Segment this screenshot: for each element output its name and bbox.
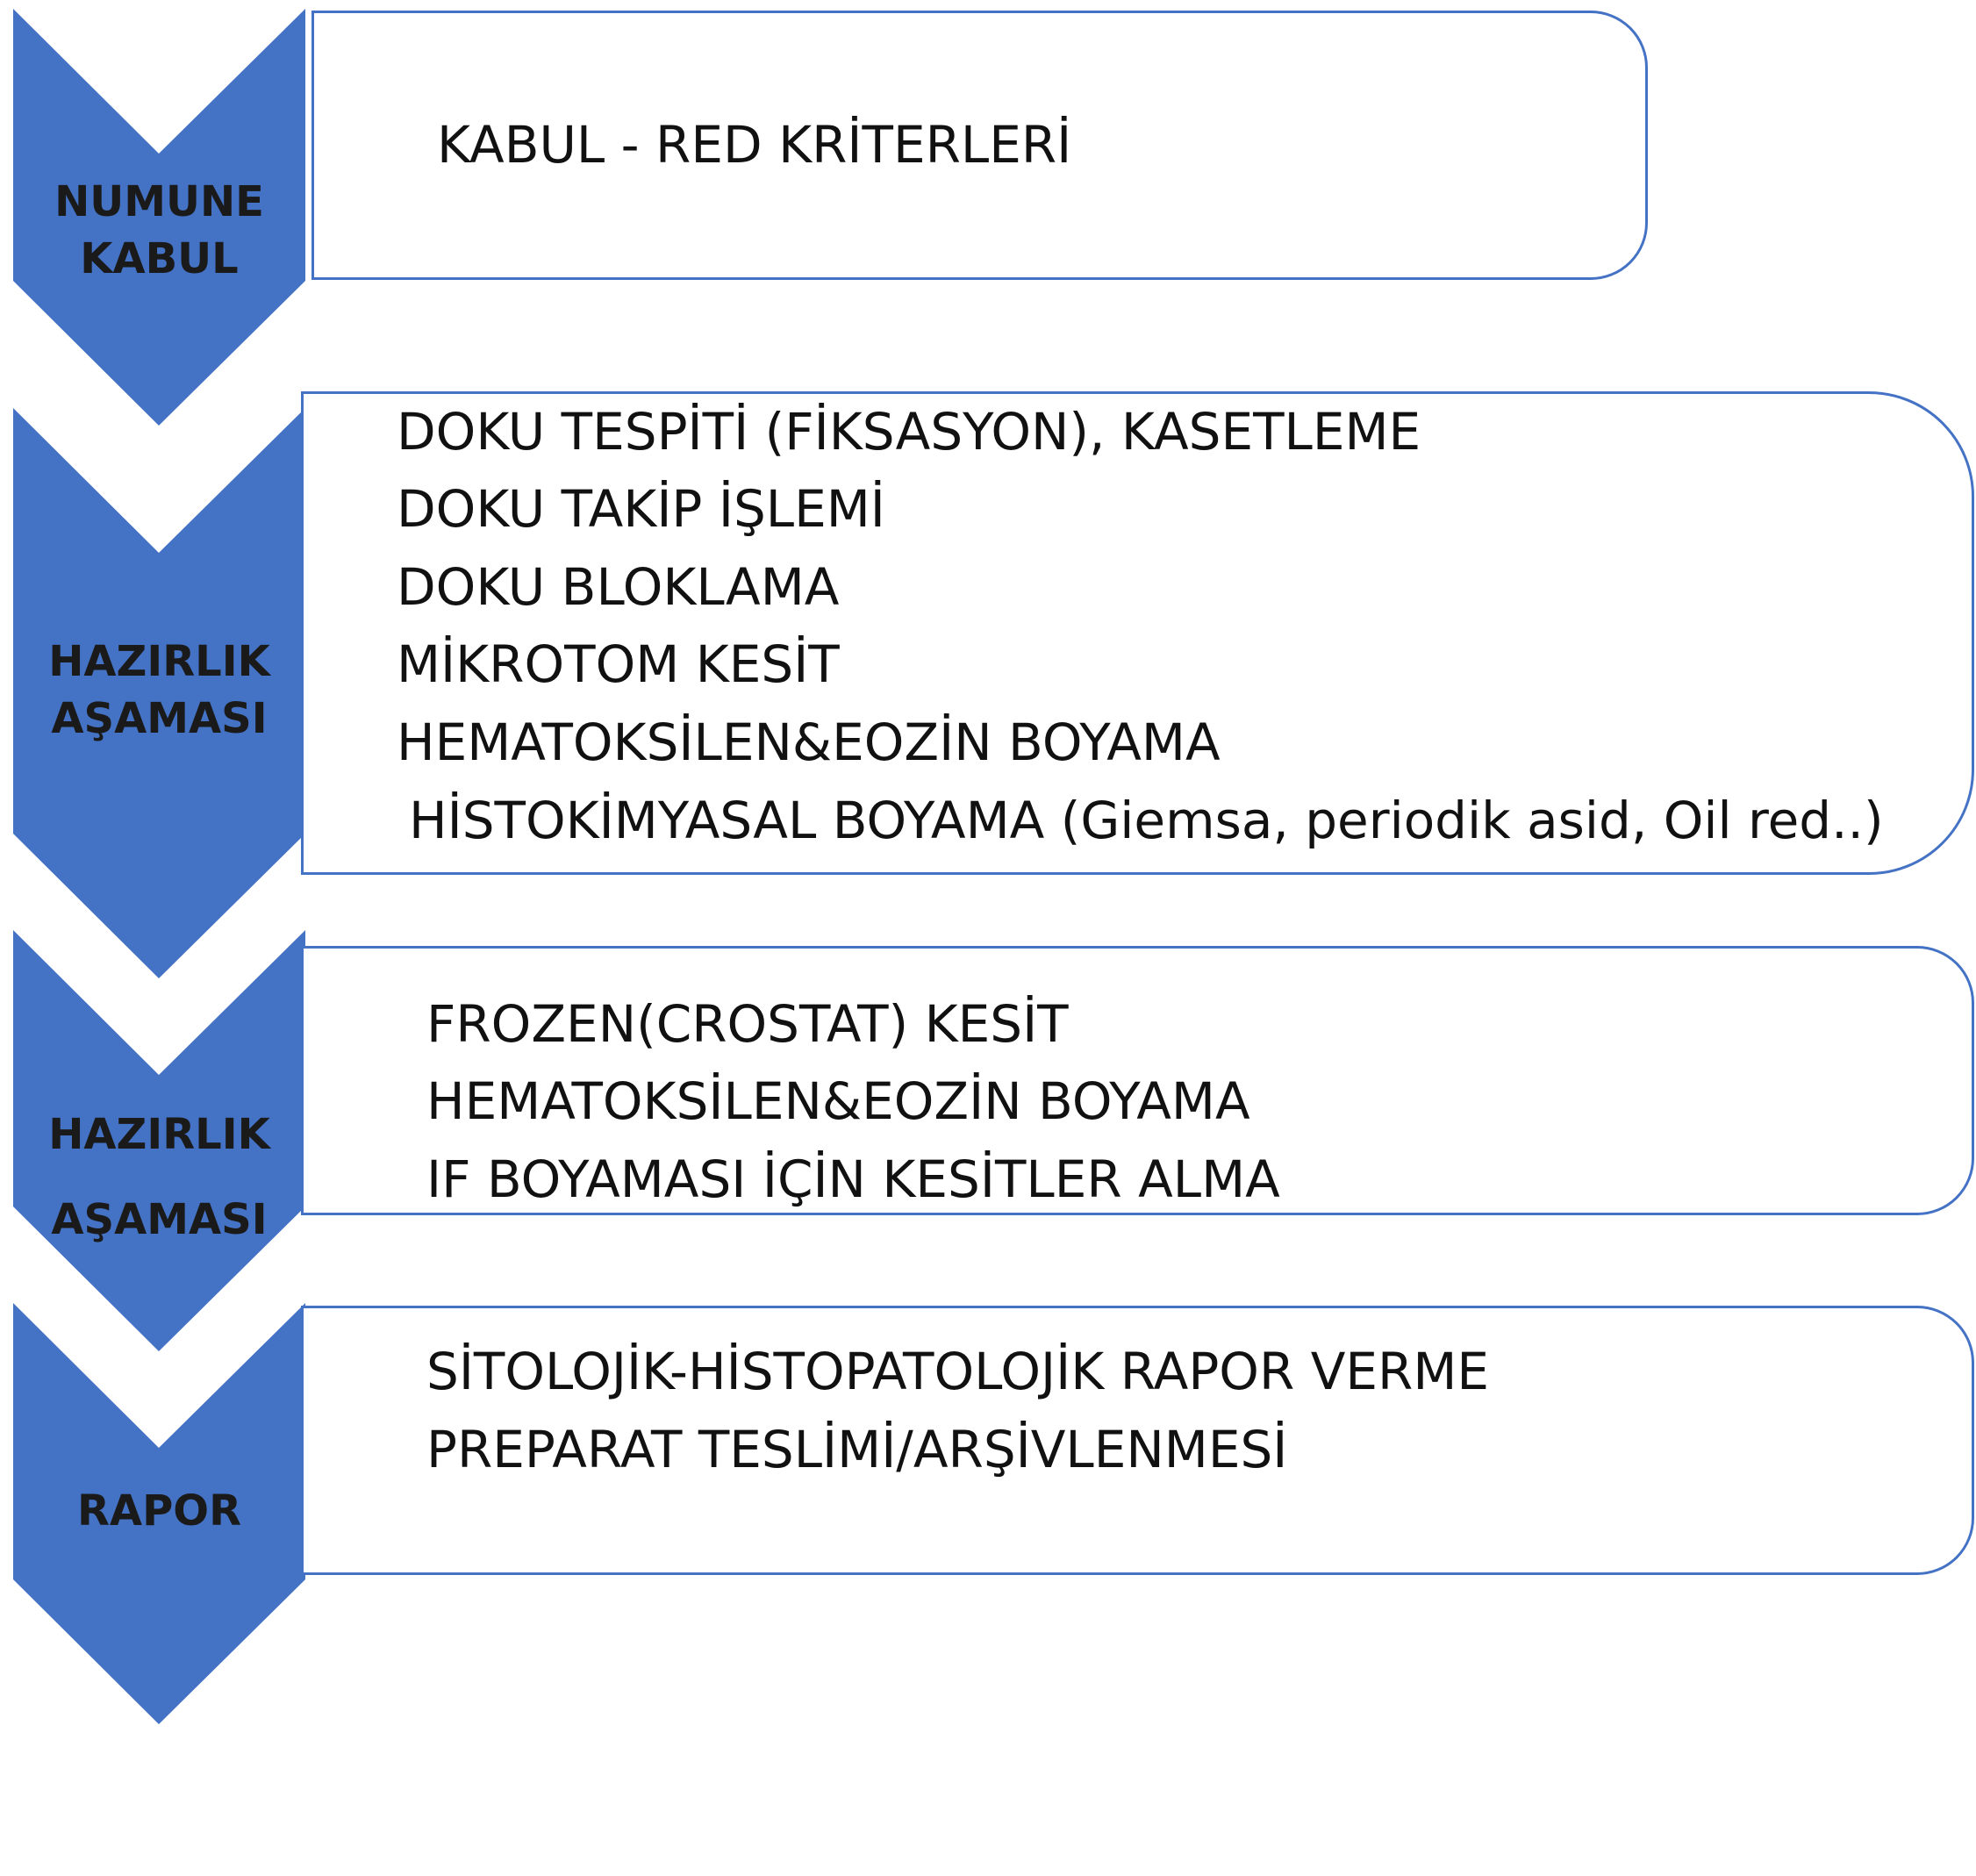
stage-4-label	[13, 1483, 305, 1540]
stage-1-label-line-2: KABUL	[80, 233, 239, 283]
stage-2-item-4: MİKROTOM KESİT	[397, 634, 840, 694]
stage-1-item-1: KABUL - RED KRİTERLERİ	[437, 115, 1072, 175]
stage-4-label-line-1: RAPOR	[76, 1486, 242, 1536]
stage-2-item-6: HİSTOKİMYASAL BOYAMA (Giemsa, periodik asid, Oil red..)	[409, 791, 1884, 850]
stage-2-item-2: DOKU TAKİP İŞLEMİ	[397, 479, 885, 539]
stage-3-item-2: HEMATOKSİLEN&EOZİN BOYAMA	[426, 1071, 1250, 1131]
stage-2-label-line-1: HAZIRLIK	[48, 637, 270, 686]
stage-4-item-2: PREPARAT TESLİMİ/ARŞİVLENMESİ	[426, 1420, 1288, 1479]
stage-2-item-3: DOKU BLOKLAMA	[397, 557, 840, 617]
stage-2-item-1: DOKU TESPİTİ (FİKSASYON), KASETLEME	[397, 402, 1421, 462]
stage-3-label-line-2: AŞAMASI	[51, 1195, 268, 1244]
stage-3-item-1: FROZEN(CROSTAT) KESİT	[426, 994, 1069, 1054]
stage-3-label-line-1: HAZIRLIK	[48, 1110, 270, 1159]
stage-3-item-3: IF BOYAMASI İÇİN KESİTLER ALMA	[426, 1149, 1280, 1209]
stage-1-label-line-1: NUMUNE	[54, 177, 264, 226]
stage-2-label	[13, 634, 305, 748]
stage-3-label	[13, 1092, 305, 1263]
stage-4-item-1: SİTOLOJİK-HİSTOPATOLOJİK RAPOR VERME	[426, 1342, 1490, 1401]
stage-2-item-5: HEMATOKSİLEN&EOZİN BOYAMA	[397, 712, 1221, 772]
stage-2-label-line-2: AŞAMASI	[51, 693, 268, 743]
stage-1-label	[13, 174, 305, 288]
